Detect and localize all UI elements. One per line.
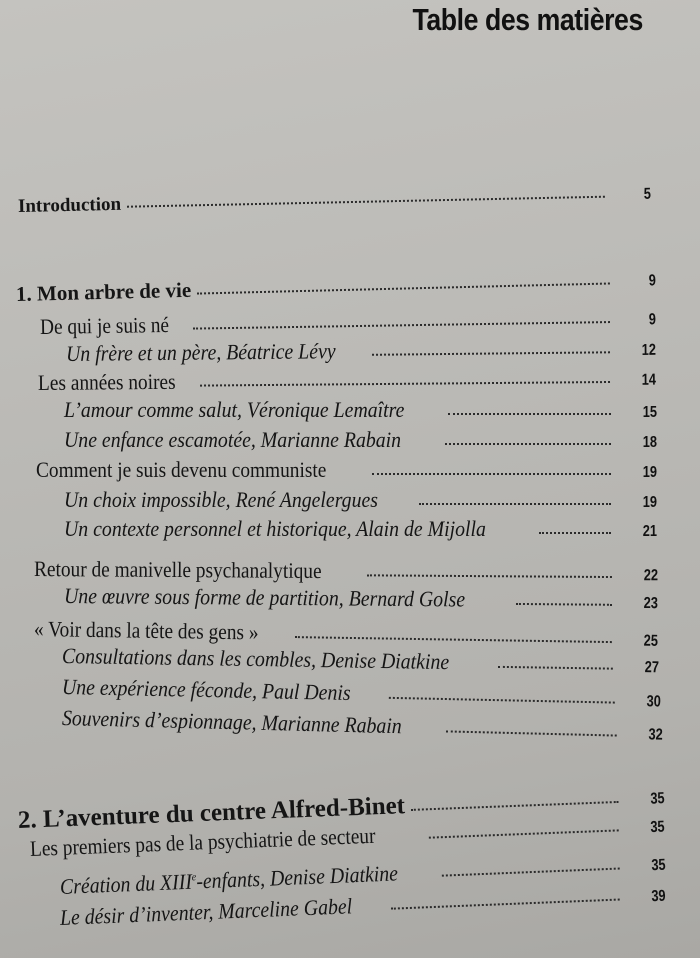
toc-entry-label: Le désir d’inventer, Marceline Gabel xyxy=(59,893,353,930)
toc-entry-label: Souvenirs d’espionnage, Marianne Rabain xyxy=(61,705,403,739)
dot-leader xyxy=(127,196,605,208)
toc-entry-label: « Voir dans la tête des gens » xyxy=(33,616,259,645)
toc-entry-page: 9 xyxy=(648,272,657,290)
toc-entry-label: Un choix impossible, René Angelergues xyxy=(64,487,378,512)
toc-entry-label: Comment je suis devenu communiste xyxy=(36,457,327,482)
page-title: Table des matières xyxy=(412,2,643,37)
toc-entry xyxy=(62,705,663,746)
dot-leader xyxy=(372,473,611,475)
toc-entry-page: 22 xyxy=(643,567,659,585)
toc-entry-label: Une enfance escamotée, Marianne Rabain xyxy=(64,427,402,452)
toc-entry-label: Un frère et un père, Béatrice Lévy xyxy=(65,338,336,366)
toc-entry-page: 18 xyxy=(642,434,657,451)
toc-entry-chapter-1 xyxy=(16,266,656,307)
toc-entry xyxy=(64,516,657,542)
toc-entry-page: 35 xyxy=(651,856,666,875)
toc-entry-label: Une œuvre sous forme de partition, Bernard Golse xyxy=(63,583,466,612)
dot-leader xyxy=(539,532,611,534)
toc-entry-page: 9 xyxy=(648,311,657,329)
toc-entry xyxy=(40,304,656,340)
toc-entry xyxy=(38,365,656,396)
toc-entry-page: 23 xyxy=(643,595,659,613)
toc-entry-label: Un contexte personnel et historique, Alain de Mijolla xyxy=(64,516,486,541)
toc-entry-label: Consultations dans les combles, Denise Diatkine xyxy=(61,643,450,675)
toc-entry xyxy=(64,583,658,614)
dot-leader xyxy=(448,413,611,415)
toc-entry-label: Une expérience féconde, Paul Denis xyxy=(61,674,351,706)
dot-leader xyxy=(411,801,619,811)
dot-leader xyxy=(498,666,613,670)
dot-leader xyxy=(372,351,610,355)
toc-entry-page: 5 xyxy=(643,185,652,203)
toc-entry-page: 25 xyxy=(643,632,659,650)
dot-leader xyxy=(200,381,610,387)
toc-entry-label: De qui je suis né xyxy=(39,311,170,339)
toc-entry xyxy=(36,457,657,483)
dot-leader xyxy=(445,443,612,445)
toc-entry-label: Création du XIIIe-enfants, Denise Diatkine xyxy=(59,860,399,899)
toc-entry-page: 27 xyxy=(644,659,660,677)
toc-entry-page: 15 xyxy=(642,404,657,421)
toc-entry xyxy=(64,487,657,513)
toc-entry xyxy=(66,335,656,367)
toc-entry-label: 1. Mon arbre de vie xyxy=(15,277,192,306)
dot-leader xyxy=(389,697,615,704)
toc-entry-page: 30 xyxy=(646,693,661,711)
toc-entry-page: 35 xyxy=(650,818,665,837)
toc-entry-page: 39 xyxy=(651,887,666,906)
toc-entry xyxy=(64,397,657,423)
toc-entry-label: Retour de manivelle psychanalytique xyxy=(33,556,322,584)
toc-entry-page: 32 xyxy=(648,726,663,744)
toc-entry-page: 12 xyxy=(641,341,657,359)
dot-leader xyxy=(516,603,612,606)
toc-entry-page: 19 xyxy=(642,494,657,511)
dot-leader xyxy=(197,282,610,294)
dot-leader xyxy=(391,899,620,910)
toc-entry-label: Les premiers pas de la psychiatrie de secteur xyxy=(29,822,376,861)
toc-entry-label: Introduction xyxy=(17,193,122,217)
dot-leader xyxy=(429,829,619,838)
toc-entry-page: 21 xyxy=(642,523,657,540)
toc-entry xyxy=(64,427,657,453)
dot-leader xyxy=(445,730,616,736)
toc-entry-page: 14 xyxy=(641,371,657,389)
toc-entry-label: 2. L’aventure du centre Alfred-Binet xyxy=(17,792,406,834)
toc-entry xyxy=(34,556,658,586)
toc-entry-page: 19 xyxy=(642,464,657,481)
toc-entry-introduction xyxy=(18,183,651,218)
dot-leader xyxy=(442,868,620,877)
dot-leader xyxy=(295,636,612,643)
toc-entry-label: Les années noires xyxy=(37,368,176,395)
toc-entry-page: 35 xyxy=(650,790,665,808)
dot-leader xyxy=(193,321,610,330)
dot-leader xyxy=(419,503,611,505)
toc-entry-label: L’amour comme salut, Véronique Lemaître xyxy=(64,397,405,422)
dot-leader xyxy=(367,574,612,578)
